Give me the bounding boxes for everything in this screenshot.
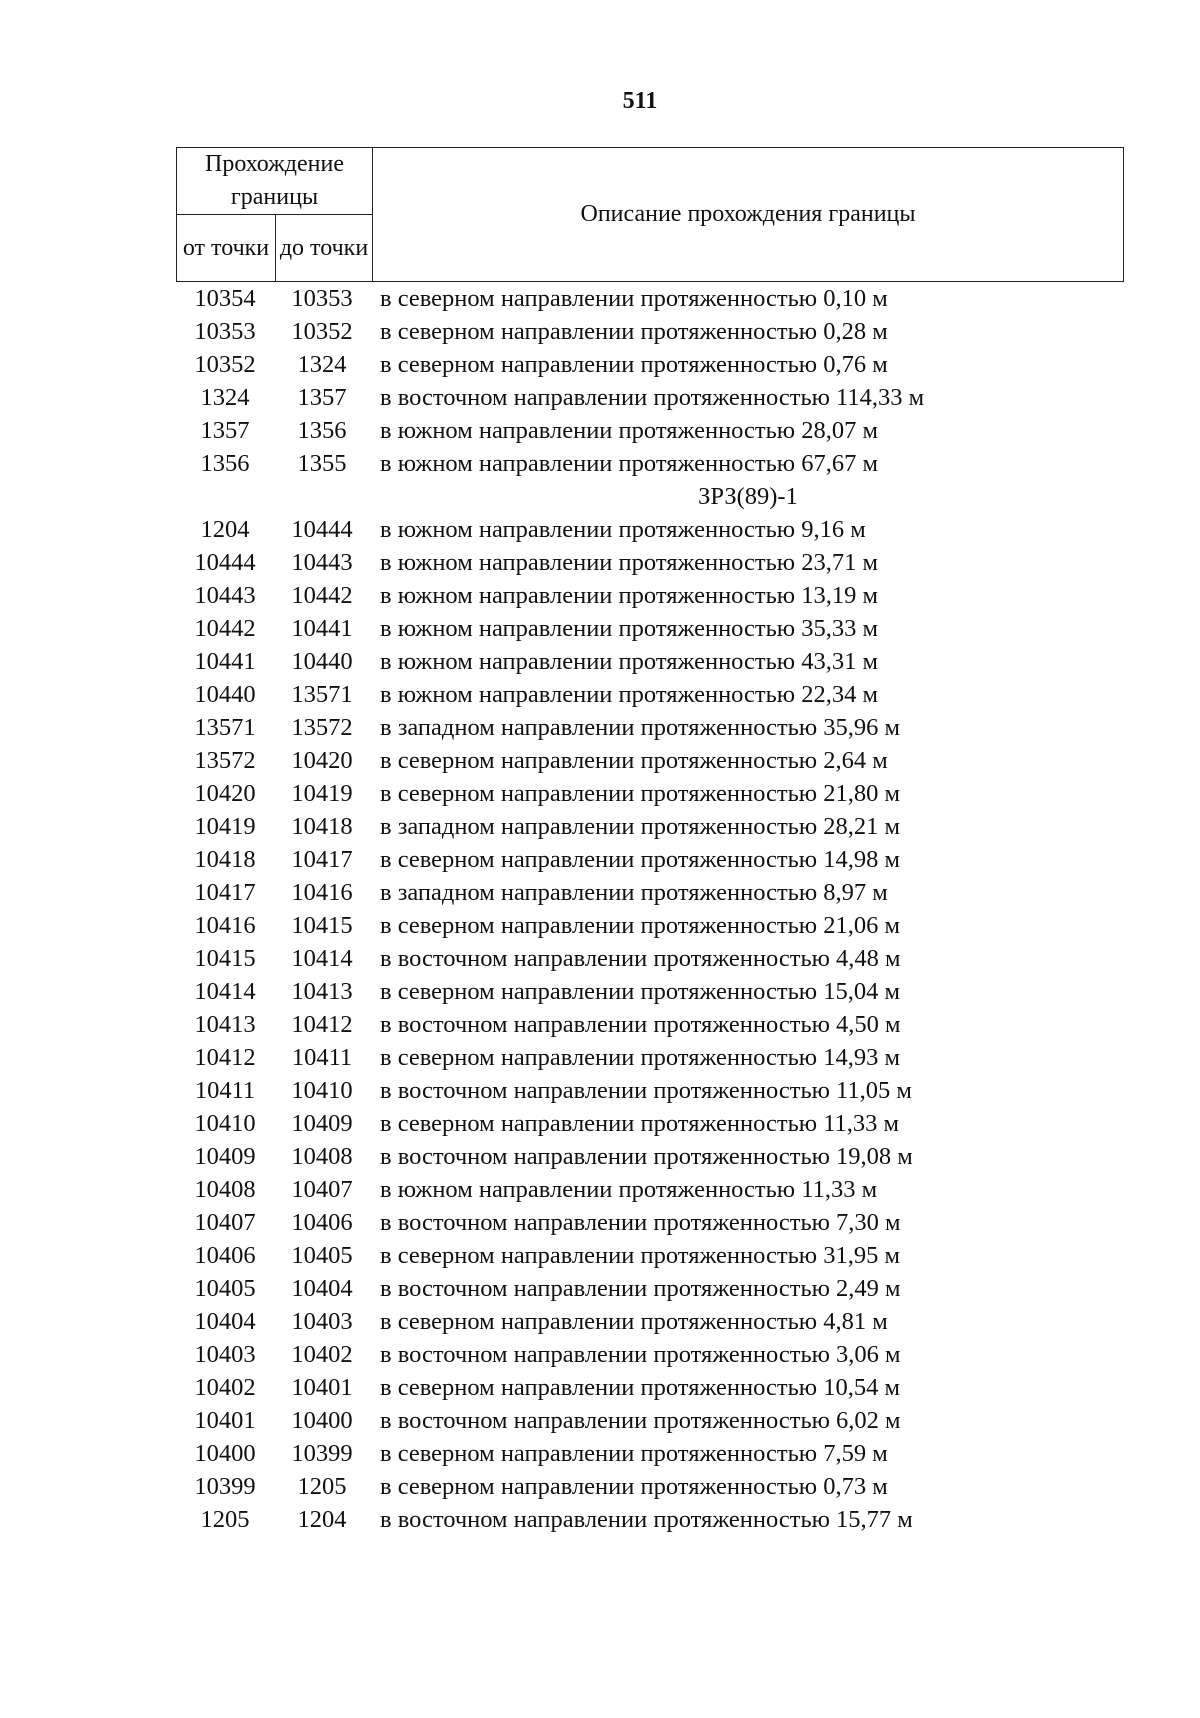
- to-point-cell: 10419: [291, 780, 353, 807]
- from-point-cell: 13571: [194, 714, 256, 741]
- description-cell: в южном направлении протяженностью 28,07 м: [380, 417, 878, 444]
- description-cell: в северном направлении протяженностью 21,80 м: [380, 780, 900, 807]
- table-row: [176, 909, 1126, 942]
- table-header: [176, 147, 1124, 282]
- description-cell: в северном направлении протяженностью 10,54 м: [380, 1374, 900, 1401]
- to-point-cell: 10400: [291, 1407, 353, 1434]
- description-cell: в западном направлении протяженностью 35,96 м: [380, 714, 901, 741]
- from-point-cell: 10441: [194, 648, 256, 675]
- header-from-point: от точки: [177, 215, 276, 282]
- to-point-cell: 10413: [291, 978, 353, 1005]
- table-row: [176, 414, 1126, 447]
- table-row: [176, 1305, 1126, 1338]
- from-point-cell: 10409: [194, 1143, 256, 1170]
- description-cell: в северном направлении протяженностью 2,64 м: [380, 747, 888, 774]
- from-point-cell: 10401: [194, 1407, 256, 1434]
- from-point-cell: 10403: [194, 1341, 256, 1368]
- description-cell: в северном направлении протяженностью 0,76 м: [380, 351, 888, 378]
- to-point-cell: 10420: [291, 747, 353, 774]
- description-cell: в восточном направлении протяженностью 4,48 м: [380, 945, 901, 972]
- table-row: [176, 381, 1126, 414]
- table-row: [176, 1239, 1126, 1272]
- table-row: [176, 942, 1126, 975]
- from-point-cell: 10402: [194, 1374, 256, 1401]
- table-row: [176, 1206, 1126, 1239]
- table-row: [176, 843, 1126, 876]
- from-point-cell: 10407: [194, 1209, 256, 1236]
- description-cell: в восточном направлении протяженностью 7,30 м: [380, 1209, 901, 1236]
- from-point-cell: 10443: [194, 582, 256, 609]
- table-row: [176, 876, 1126, 909]
- to-point-cell: 1357: [297, 384, 347, 411]
- section-title: ЗРЗ(89)-1: [698, 483, 798, 510]
- from-point-cell: 1356: [200, 450, 250, 477]
- from-point-cell: 10353: [194, 318, 256, 345]
- to-point-cell: 10407: [291, 1176, 353, 1203]
- to-point-cell: 10352: [291, 318, 353, 345]
- to-point-cell: 10412: [291, 1011, 353, 1038]
- table-row: [176, 744, 1126, 777]
- from-point-cell: 10417: [194, 879, 256, 906]
- to-point-cell: 1324: [297, 351, 347, 378]
- description-cell: в южном направлении протяженностью 13,19 м: [380, 582, 878, 609]
- table-row: [176, 612, 1126, 645]
- description-cell: в восточном направлении протяженностью 4,50 м: [380, 1011, 901, 1038]
- section-title-row: [176, 480, 1126, 513]
- from-point-cell: 10413: [194, 1011, 256, 1038]
- table-row: [176, 1404, 1126, 1437]
- from-point-cell: 1204: [200, 516, 250, 543]
- to-point-cell: 10406: [291, 1209, 353, 1236]
- to-point-cell: 10441: [291, 615, 353, 642]
- to-point-cell: 13572: [291, 714, 353, 741]
- from-point-cell: 10411: [194, 1077, 256, 1104]
- description-cell: в восточном направлении протяженностью 2,49 м: [380, 1275, 901, 1302]
- description-cell: в северном направлении протяженностью 14,93 м: [380, 1044, 900, 1071]
- table-row: [176, 1173, 1126, 1206]
- header-to-point: до точки: [276, 215, 373, 282]
- rows-after-section: [176, 513, 1126, 1536]
- description-cell: в западном направлении протяженностью 28,21 м: [380, 813, 901, 840]
- table-row: [176, 1470, 1126, 1503]
- to-point-cell: 10405: [291, 1242, 353, 1269]
- to-point-cell: 10403: [291, 1308, 353, 1335]
- to-point-cell: 10404: [291, 1275, 353, 1302]
- table-row: [176, 711, 1126, 744]
- to-point-cell: 10418: [291, 813, 353, 840]
- description-cell: в южном направлении протяженностью 11,33 м: [380, 1176, 878, 1203]
- table-row: [176, 1107, 1126, 1140]
- description-cell: в восточном направлении протяженностью 11,05 м: [380, 1077, 912, 1104]
- from-point-cell: 10404: [194, 1308, 256, 1335]
- from-point-cell: 10408: [194, 1176, 256, 1203]
- from-point-cell: 1324: [200, 384, 250, 411]
- from-point-cell: 10406: [194, 1242, 256, 1269]
- from-point-cell: 10419: [194, 813, 256, 840]
- table-row: [176, 1338, 1126, 1371]
- to-point-cell: 10416: [291, 879, 353, 906]
- from-point-cell: 10442: [194, 615, 256, 642]
- table-row: [176, 1503, 1126, 1536]
- from-point-cell: 10416: [194, 912, 256, 939]
- from-point-cell: 10444: [194, 549, 256, 576]
- table-row: [176, 513, 1126, 546]
- table-row: [176, 1008, 1126, 1041]
- table-row: [176, 447, 1126, 480]
- table-row: [176, 1041, 1126, 1074]
- table-row: [176, 579, 1126, 612]
- from-point-cell: 10399: [194, 1473, 256, 1500]
- description-cell: в северном направлении протяженностью 14,98 м: [380, 846, 900, 873]
- to-point-cell: 10440: [291, 648, 353, 675]
- to-point-cell: 1355: [297, 450, 347, 477]
- description-cell: в восточном направлении протяженностью 19,08 м: [380, 1143, 913, 1170]
- description-cell: в северном направлении протяженностью 31,95 м: [380, 1242, 900, 1269]
- description-cell: в западном направлении протяженностью 8,97 м: [380, 879, 888, 906]
- to-point-cell: 10399: [291, 1440, 353, 1467]
- from-point-cell: 10412: [194, 1044, 256, 1071]
- description-cell: в северном направлении протяженностью 0,10 м: [380, 285, 888, 312]
- to-point-cell: 1356: [297, 417, 347, 444]
- description-cell: в северном направлении протяженностью 11,33 м: [380, 1110, 900, 1137]
- from-point-cell: 10410: [194, 1110, 256, 1137]
- from-point-cell: 10415: [194, 945, 256, 972]
- table-row: [176, 282, 1126, 315]
- description-cell: в южном направлении протяженностью 23,71 м: [380, 549, 878, 576]
- to-point-cell: 10444: [291, 516, 353, 543]
- description-cell: в северном направлении протяженностью 15,04 м: [380, 978, 900, 1005]
- header-group-title: Прохождение границы: [177, 148, 373, 215]
- from-point-cell: 10405: [194, 1275, 256, 1302]
- description-cell: в южном направлении протяженностью 9,16 м: [380, 516, 866, 543]
- to-point-cell: 10417: [291, 846, 353, 873]
- rows-before-section: [176, 282, 1126, 480]
- from-point-cell: 10420: [194, 780, 256, 807]
- to-point-cell: 10402: [291, 1341, 353, 1368]
- table-row: [176, 810, 1126, 843]
- table-row: [176, 1272, 1126, 1305]
- table-row: [176, 315, 1126, 348]
- description-cell: в северном направлении протяженностью 21,06 м: [380, 912, 900, 939]
- to-point-cell: 10442: [291, 582, 353, 609]
- description-cell: в восточном направлении протяженностью 114,33 м: [380, 384, 925, 411]
- from-point-cell: 10400: [194, 1440, 256, 1467]
- table-row: [176, 348, 1126, 381]
- description-cell: в северном направлении протяженностью 0,73 м: [380, 1473, 888, 1500]
- table-row: [176, 777, 1126, 810]
- table-row: [176, 645, 1126, 678]
- from-point-cell: 1357: [200, 417, 250, 444]
- to-point-cell: 13571: [291, 681, 353, 708]
- header-description: Описание прохождения границы: [373, 148, 1124, 282]
- description-cell: в южном направлении протяженностью 35,33 м: [380, 615, 878, 642]
- description-cell: в восточном направлении протяженностью 6,02 м: [380, 1407, 901, 1434]
- description-cell: в восточном направлении протяженностью 3,06 м: [380, 1341, 901, 1368]
- from-point-cell: 10354: [194, 285, 256, 312]
- to-point-cell: 10415: [291, 912, 353, 939]
- to-point-cell: 10414: [291, 945, 353, 972]
- description-cell: в северном направлении протяженностью 0,28 м: [380, 318, 888, 345]
- description-cell: в северном направлении протяженностью 4,81 м: [380, 1308, 888, 1335]
- to-point-cell: 1204: [297, 1506, 347, 1533]
- to-point-cell: 10408: [291, 1143, 353, 1170]
- table-row: [176, 975, 1126, 1008]
- table-row: [176, 678, 1126, 711]
- from-point-cell: 10440: [194, 681, 256, 708]
- to-point-cell: 10353: [291, 285, 353, 312]
- description-cell: в южном направлении протяженностью 43,31 м: [380, 648, 878, 675]
- page-number: 511: [622, 88, 658, 114]
- table-row: [176, 1140, 1126, 1173]
- table-row: [176, 1074, 1126, 1107]
- to-point-cell: 10409: [291, 1110, 353, 1137]
- to-point-cell: 10443: [291, 549, 353, 576]
- to-point-cell: 10411: [291, 1044, 353, 1071]
- from-point-cell: 10352: [194, 351, 256, 378]
- description-cell: в южном направлении протяженностью 22,34 м: [380, 681, 878, 708]
- from-point-cell: 10414: [194, 978, 256, 1005]
- from-point-cell: 10418: [194, 846, 256, 873]
- boundary-rows: [176, 282, 1126, 1536]
- description-cell: в северном направлении протяженностью 7,59 м: [380, 1440, 888, 1467]
- to-point-cell: 10401: [291, 1374, 353, 1401]
- from-point-cell: 1205: [200, 1506, 250, 1533]
- table-row: [176, 1437, 1126, 1470]
- table-row: [176, 1371, 1126, 1404]
- to-point-cell: 1205: [297, 1473, 347, 1500]
- from-point-cell: 13572: [194, 747, 256, 774]
- to-point-cell: 10410: [291, 1077, 353, 1104]
- description-cell: в восточном направлении протяженностью 15,77 м: [380, 1506, 913, 1533]
- description-cell: в южном направлении протяженностью 67,67 м: [380, 450, 878, 477]
- table-row: [176, 546, 1126, 579]
